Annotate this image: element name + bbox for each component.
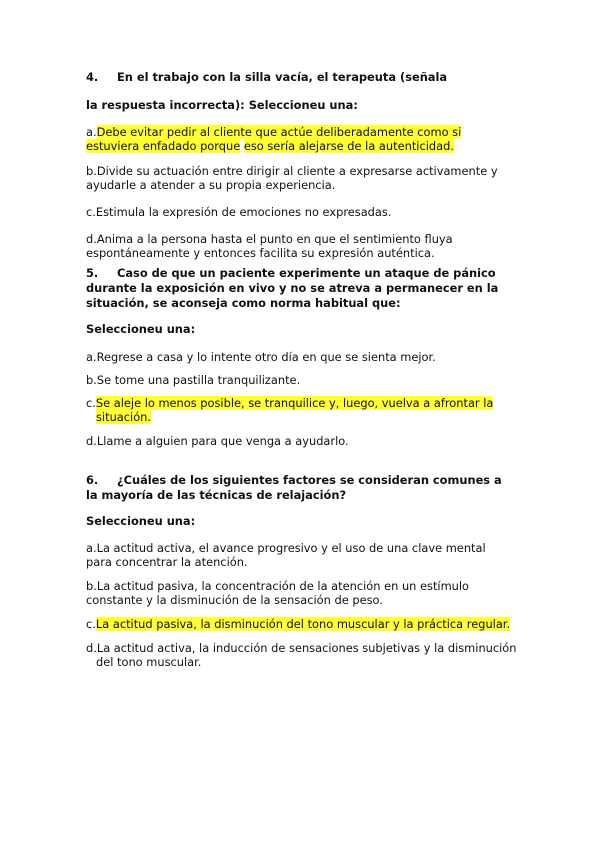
option-text: La actitud activa, el avance progresivo y el uso de una clave mental: [96, 541, 486, 555]
option-text: La actitud pasiva, la disminución del tono muscular y la práctica regular.: [95, 617, 511, 631]
question-5-title-line1: Caso de que un paciente experimente un ataque de pánico: [117, 266, 496, 280]
option-text-cont: constante y la disminución de la sensación de peso.: [86, 593, 383, 607]
option-letter: d.: [86, 434, 97, 448]
option-text: Debe evitar pedir al cliente que actúe deliberadamente como si: [96, 125, 462, 139]
option-text-cont: del tono muscular.: [96, 655, 202, 669]
option-letter: c.: [86, 205, 96, 219]
question-6-title-line2: la mayoría de las técnicas de relajación?: [86, 488, 347, 502]
option-text: Divide su actuación entre dirigir al cliente a expresarse activamente y: [96, 164, 498, 178]
option-text-cont: estuviera enfadado porque: [86, 139, 241, 153]
option-text: La actitud pasiva, la concentración de la atención en un estímulo: [96, 579, 470, 593]
option-4c[interactable]: [86, 205, 506, 219]
question-4-title: [86, 70, 506, 85]
question-4-number: 4.: [86, 70, 99, 84]
option-text: Se aleje lo menos posible, se tranquilice y, luego, vuelva a afrontar la: [95, 396, 494, 410]
option-text-cont2: eso sería alejarse de la autenticidad.: [243, 139, 454, 153]
question-5-select-label: Seleccioneu una:: [86, 322, 196, 336]
option-letter: b.: [86, 579, 97, 593]
question-6-number: 6.: [86, 473, 99, 487]
option-letter: d.: [86, 232, 97, 246]
option-text: La actitud activa, la inducción de sensaciones subjetivas y la disminución: [96, 641, 517, 655]
option-letter: b.: [86, 373, 97, 387]
option-letter: c.: [86, 396, 96, 410]
option-text-cont: situación.: [96, 410, 152, 424]
option-6a[interactable]: [86, 541, 526, 569]
option-letter: b.: [86, 164, 97, 178]
option-text: Llame a alguien para que venga a ayudarlo.: [96, 434, 349, 448]
option-text: Se tome una pastilla tranquilizante.: [96, 373, 301, 387]
option-5d[interactable]: [86, 434, 526, 448]
question-5-title-line2: durante la exposición en vivo y no se atreva a permanecer en la: [86, 281, 499, 295]
question-5-number: 5.: [86, 266, 99, 280]
option-text: Anima a la persona hasta el punto en que el sentimiento fluya: [96, 232, 453, 246]
option-letter: c.: [86, 617, 96, 631]
option-5a[interactable]: [86, 350, 526, 364]
option-4a[interactable]: [86, 125, 526, 153]
question-6-title: [86, 473, 526, 503]
option-text: Estimula la expresión de emociones no expresadas.: [95, 205, 392, 219]
option-letter: a.: [86, 350, 97, 364]
option-5b[interactable]: [86, 373, 526, 387]
question-5-title: [86, 266, 526, 311]
option-text: Regrese a casa y lo intente otro día en que se sienta mejor.: [96, 350, 436, 364]
option-4b[interactable]: [86, 164, 526, 192]
question-5: [86, 266, 526, 448]
option-5c[interactable]: [86, 396, 526, 424]
question-6-title-line1: ¿Cuáles de los siguientes factores se consideran comunes a: [117, 473, 502, 487]
option-6d[interactable]: [86, 641, 536, 669]
option-6b[interactable]: [86, 579, 526, 607]
question-4-title-line2: la respuesta incorrecta): Seleccioneu una:: [86, 98, 358, 112]
option-letter: d.: [86, 641, 97, 655]
option-text-cont: espontáneamente y entonces facilita su expresión auténtica.: [86, 246, 435, 260]
option-text-cont: ayudarle a atender a su propia experiencia.: [86, 178, 336, 192]
option-4d[interactable]: [86, 232, 526, 260]
option-text-cont: para concentrar la atención.: [86, 555, 248, 569]
question-4: [86, 70, 506, 260]
question-5-title-line3: situación, se aconseja como norma habitual que:: [86, 296, 401, 310]
question-4-title-line1: En el trabajo con la silla vacía, el terapeuta (señala: [117, 70, 448, 84]
question-6-select-label: Seleccioneu una:: [86, 514, 196, 528]
option-6c[interactable]: [86, 617, 526, 631]
question-6: [86, 473, 526, 669]
option-letter: a.: [86, 541, 97, 555]
option-letter: a.: [86, 125, 97, 139]
